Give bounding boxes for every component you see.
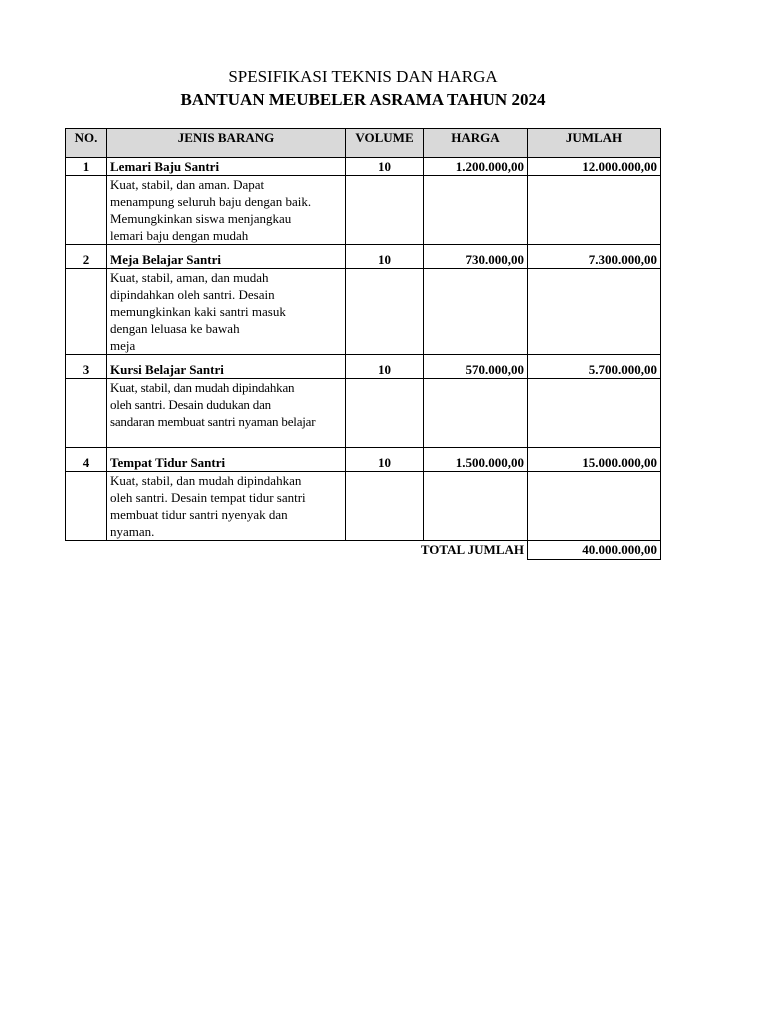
document-title: SPESIFIKASI TEKNIS DAN HARGA (228, 67, 498, 86)
item-description: Kuat, stabil, dan mudah dipindahkan oleh santri. Desain tempat tidur santri membuat tidur santri nyenyak dan nyaman. (110, 473, 306, 539)
item-no: 1 (66, 158, 107, 176)
item-name: Lemari Baju Santri (107, 158, 346, 176)
item-name: Kursi Belajar Santri (107, 361, 346, 379)
item-name: Tempat Tidur Santri (107, 454, 346, 472)
item-description: Kuat, stabil, dan aman. Dapat menampung seluruh baju dengan baik. Memungkinkan siswa menjangkau lemari baju dengan mudah (110, 177, 312, 243)
table-row-item (66, 251, 661, 269)
table-row-description (66, 379, 661, 448)
header-jenis-barang: JENIS BARANG (107, 129, 346, 158)
total-row (66, 541, 661, 560)
header-volume: VOLUME (346, 129, 424, 158)
item-harga: 1.200.000,00 (424, 158, 528, 176)
item-no: 4 (66, 454, 107, 472)
document-subtitle: BANTUAN MEUBELER ASRAMA TAHUN 2024 (180, 90, 546, 109)
item-no: 2 (66, 251, 107, 269)
table-row-item (66, 361, 661, 379)
item-jumlah: 5.700.000,00 (528, 361, 661, 379)
total-label: TOTAL JUMLAH (420, 542, 524, 557)
item-description: Kuat, stabil, dan mudah dipindahkan oleh santri. Desain dudukan dan sandaran membuat santri nyaman belajar (110, 380, 316, 429)
item-volume: 10 (346, 251, 424, 269)
table-row-item (66, 454, 661, 472)
header-no: NO. (66, 129, 107, 158)
table-row-description (66, 269, 661, 355)
item-name: Meja Belajar Santri (107, 251, 346, 269)
table-row-description (66, 472, 661, 541)
item-volume: 10 (346, 158, 424, 176)
item-harga: 570.000,00 (424, 361, 528, 379)
item-harga: 730.000,00 (424, 251, 528, 269)
specification-table (65, 128, 661, 560)
table-header-row (66, 129, 661, 158)
item-volume: 10 (346, 454, 424, 472)
item-no: 3 (66, 361, 107, 379)
table-row-item (66, 158, 661, 176)
header-harga: HARGA (424, 129, 528, 158)
item-description: Kuat, stabil, aman, dan mudah dipindahkan oleh santri. Desain memungkinkan kaki santri masuk dengan leluasa ke bawah meja (110, 270, 286, 353)
item-volume: 10 (346, 361, 424, 379)
item-jumlah: 15.000.000,00 (528, 454, 661, 472)
table-row-description (66, 176, 661, 245)
item-jumlah: 12.000.000,00 (528, 158, 661, 176)
header-jumlah: JUMLAH (528, 129, 661, 158)
item-harga: 1.500.000,00 (424, 454, 528, 472)
item-jumlah: 7.300.000,00 (528, 251, 661, 269)
total-value: 40.000.000,00 (528, 541, 661, 560)
